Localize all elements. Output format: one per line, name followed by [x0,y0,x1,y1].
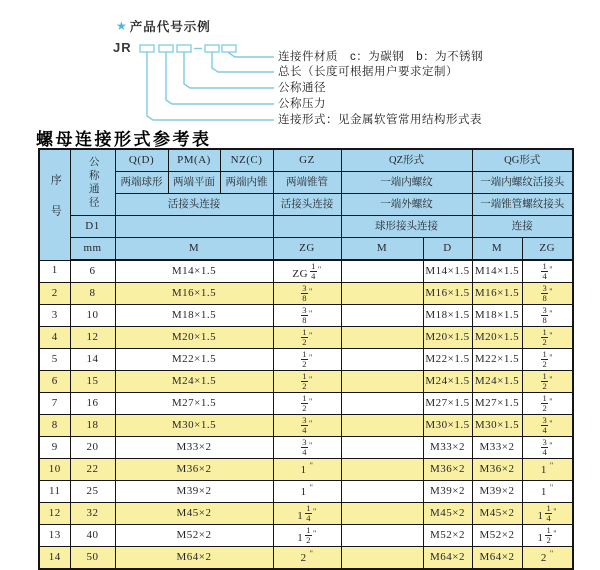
dn-cell: 18 [70,415,115,437]
dn-cell: 12 [70,327,115,349]
table-body [39,260,573,569]
qz-m-cell [341,371,423,393]
qg-zg-cell: 1 $\frac{1}{4}$ " [522,503,573,525]
header-empty-gz [273,216,341,238]
table-row [39,525,573,547]
qz-m-cell [341,525,423,547]
header-conn-qg: 连接 [472,216,573,238]
table-row [39,283,573,305]
seq-cell: 2 [39,283,70,305]
header-code-qz: QZ形式 [341,149,472,172]
header-code-qg: QG形式 [472,149,573,172]
code-box-3 [177,45,191,52]
seq-cell: 12 [39,503,70,525]
dn-cell: 15 [70,371,115,393]
header-dn: 公称通径 [70,149,115,216]
header-qz-m: M [341,238,423,261]
table-row [39,547,573,570]
qz-m-cell [341,547,423,570]
gz-zg-cell: 2 " [273,547,341,570]
leader-line-2 [212,52,274,72]
dn-cell: 20 [70,437,115,459]
code-box-4 [205,45,219,52]
qz-m-cell [341,415,423,437]
header-desc2-qz: 一端外螺纹 [341,194,472,216]
qz-d-cell: M22×1.5 [423,349,472,371]
seq-cell: 7 [39,393,70,415]
table-row [39,393,573,415]
table-title: 螺母连接形式参考表 [36,130,212,149]
qg-zg-cell: 2 " [522,547,573,570]
qg-m-cell: M36×2 [472,459,522,481]
gz-zg-cell: $\frac{1}{2}$ " [273,371,341,393]
header-conn-gz: 活接头连接 [273,194,341,216]
qz-m-cell [341,503,423,525]
qg-m-cell: M22×1.5 [472,349,522,371]
gz-zg-cell: $\frac{1}{2}$ " [273,393,341,415]
header-qz-d: D [423,238,472,261]
table-row [39,349,573,371]
qz-d-cell: M45×2 [423,503,472,525]
header-unit-zg: ZG [273,238,341,261]
qz-d-cell: M52×2 [423,525,472,547]
qz-m-cell [341,283,423,305]
m-cell: M14×1.5 [115,260,273,283]
qg-zg-cell: 1 $\frac{1}{2}$ " [522,525,573,547]
diagram-label-length: 总长（长度可根据用户要求定制） [278,66,458,78]
header-empty-qpmnz [115,216,273,238]
qz-m-cell [341,393,423,415]
gz-zg-cell: $\frac{3}{8}$ " [273,283,341,305]
qg-m-cell: M64×2 [472,547,522,570]
qz-d-cell: M27×1.5 [423,393,472,415]
header-d1: D1 [70,216,115,238]
header-conn-qz: 球形接头连接 [341,216,472,238]
diagram-label-pressure: 公称压力 [278,98,326,110]
dn-cell: 25 [70,481,115,503]
diagram-label-connection: 连接形式：见金属软管常用结构形式表 [278,114,482,126]
dn-cell: 40 [70,525,115,547]
header-code-gz: GZ [273,149,341,172]
leader-line-1 [229,52,274,57]
header-desc-qz: 一端内螺纹 [341,172,472,194]
qz-m-cell [341,481,423,503]
gz-zg-cell: $\frac{1}{2}$ " [273,349,341,371]
code-box-2 [159,45,173,52]
seq-cell: 4 [39,327,70,349]
qg-m-cell: M45×2 [472,503,522,525]
m-cell: M18×1.5 [115,305,273,327]
qg-m-cell: M18×1.5 [472,305,522,327]
qg-zg-cell: $\frac{3}{8}$ " [522,283,573,305]
qg-m-cell: M27×1.5 [472,393,522,415]
table-row [39,305,573,327]
gz-zg-cell: $\frac{3}{4}$ " [273,437,341,459]
m-cell: M20×1.5 [115,327,273,349]
gz-zg-cell: 1 " [273,459,341,481]
table-row [39,459,573,481]
seq-cell: 9 [39,437,70,459]
qg-zg-cell: $\frac{3}{4}$ " [522,415,573,437]
gz-zg-cell: $\frac{3}{4}$ " [273,415,341,437]
qg-m-cell: M30×1.5 [472,415,522,437]
qz-d-cell: M36×2 [423,459,472,481]
dn-cell: 32 [70,503,115,525]
header-code-pm: PM(A) [168,149,220,172]
qg-zg-cell: 1 " [522,459,573,481]
dn-cell: 50 [70,547,115,570]
table-row [39,260,573,283]
m-cell: M33×2 [115,437,273,459]
header-qg-m: M [472,238,522,261]
qz-d-cell: M33×2 [423,437,472,459]
gz-zg-cell: 1 " [273,481,341,503]
qg-zg-cell: $\frac{1}{2}$ " [522,393,573,415]
dn-cell: 16 [70,393,115,415]
qg-m-cell: M33×2 [472,437,522,459]
seq-cell: 5 [39,349,70,371]
qg-m-cell: M16×1.5 [472,283,522,305]
qz-m-cell [341,260,423,283]
product-code-diagram [0,0,600,132]
qg-m-cell: M14×1.5 [472,260,522,283]
header-desc2-qg: 一端锥管螺纹接头 [472,194,573,216]
table-row [39,437,573,459]
m-cell: M36×2 [115,459,273,481]
m-cell: M16×1.5 [115,283,273,305]
m-cell: M52×2 [115,525,273,547]
qg-zg-cell: $\frac{3}{8}$ " [522,305,573,327]
header-mm: mm [70,238,115,261]
qg-zg-cell: $\frac{1}{4}$ " [522,260,573,283]
header-code-nz: NZ(C) [220,149,273,172]
table-row [39,415,573,437]
seq-cell: 3 [39,305,70,327]
header-code-q: Q(D) [115,149,168,172]
qz-d-cell: M30×1.5 [423,415,472,437]
qg-zg-cell: $\frac{1}{2}$ " [522,349,573,371]
header-seq: 序号 [39,149,70,260]
m-cell: M39×2 [115,481,273,503]
header-desc-qg: 一端内螺纹活接头 [472,172,573,194]
seq-cell: 6 [39,371,70,393]
gz-zg-cell: 1 $\frac{1}{4}$ " [273,503,341,525]
qz-m-cell [341,349,423,371]
dn-cell: 14 [70,349,115,371]
qg-zg-cell: $\frac{3}{4}$ " [522,437,573,459]
qz-m-cell [341,327,423,349]
code-box-5 [222,45,236,52]
leader-line-4 [166,52,274,104]
gz-zg-cell: ZG $\frac{1}{4}$ " [273,260,341,283]
header-conn-qpmnz: 活接头连接 [115,194,273,216]
qg-m-cell: M52×2 [472,525,522,547]
m-cell: M30×1.5 [115,415,273,437]
seq-cell: 1 [39,260,70,283]
qg-m-cell: M20×1.5 [472,327,522,349]
header-desc-q: 两端球形 [115,172,168,194]
code-box-1 [140,45,154,52]
qz-d-cell: M39×2 [423,481,472,503]
seq-cell: 13 [39,525,70,547]
m-cell: M24×1.5 [115,371,273,393]
qg-m-cell: M39×2 [472,481,522,503]
gz-zg-cell: $\frac{1}{2}$ " [273,327,341,349]
qz-d-cell: M64×2 [423,547,472,570]
table-row [39,481,573,503]
diagram-label-material: 连接件材质 c：为碳钢 b：为不锈钢 [278,51,484,63]
qz-d-cell: M18×1.5 [423,305,472,327]
m-cell: M45×2 [115,503,273,525]
qz-d-cell: M24×1.5 [423,371,472,393]
star-icon: ★ [116,19,128,33]
nut-connection-table [38,148,574,570]
dn-cell: 6 [70,260,115,283]
header-desc-gz: 两端锥管 [273,172,341,194]
qg-zg-cell: $\frac{1}{2}$ " [522,327,573,349]
table-row [39,371,573,393]
gz-zg-cell: $\frac{3}{8}$ " [273,305,341,327]
table-header [39,149,573,260]
gz-zg-cell: 1 $\frac{1}{2}$ " [273,525,341,547]
code-prefix: JR [113,40,132,55]
qz-d-cell: M16×1.5 [423,283,472,305]
header-desc-pm: 两端平面 [168,172,220,194]
qg-zg-cell: 1 " [522,481,573,503]
seq-cell: 14 [39,547,70,570]
dn-cell: 22 [70,459,115,481]
qg-zg-cell: $\frac{1}{2}$ " [522,371,573,393]
header-unit-m: M [115,238,273,261]
seq-cell: 11 [39,481,70,503]
diagram-label-diameter: 公称通径 [278,82,326,94]
m-cell: M64×2 [115,547,273,570]
dn-cell: 10 [70,305,115,327]
dn-cell: 8 [70,283,115,305]
qz-m-cell [341,459,423,481]
m-cell: M27×1.5 [115,393,273,415]
table-row [39,327,573,349]
qz-m-cell [341,437,423,459]
diagram-heading-text: 产品代号示例 [129,20,211,34]
table-row [39,503,573,525]
seq-cell: 10 [39,459,70,481]
qz-d-cell: M14×1.5 [423,260,472,283]
qz-d-cell: M20×1.5 [423,327,472,349]
m-cell: M22×1.5 [115,349,273,371]
seq-cell: 8 [39,415,70,437]
qg-m-cell: M24×1.5 [472,371,522,393]
header-desc-nz: 两端内锥 [220,172,273,194]
qz-m-cell [341,305,423,327]
header-qg-zg: ZG [522,238,573,261]
diagram-heading [116,18,211,34]
